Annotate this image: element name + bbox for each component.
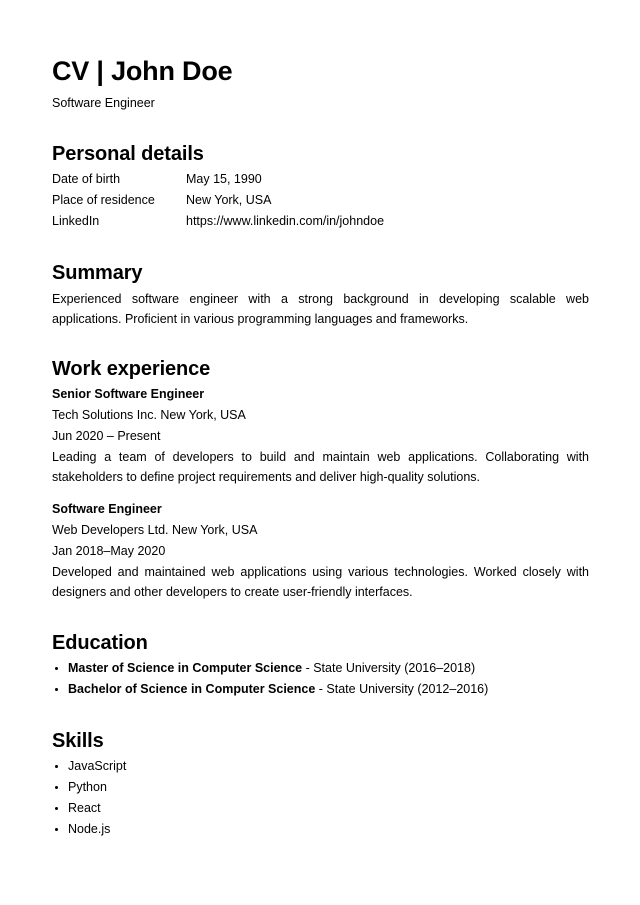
linkedin-link[interactable]: https://www.linkedin.com/in/johndoe (186, 214, 385, 228)
education-heading: Education (52, 632, 148, 654)
job-entry (52, 384, 589, 487)
skills-list (52, 756, 589, 840)
summary-heading: Summary (52, 262, 143, 284)
job-title: Senior Software Engineer (52, 387, 205, 401)
education-detail: - State University (2016–2018) (302, 661, 476, 675)
work-experience-section (52, 356, 589, 602)
education-detail: - State University (2012–2016) (315, 682, 489, 696)
detail-label: Date of birth (52, 172, 121, 186)
job-company: Web Developers Ltd. New York, USA (52, 523, 258, 537)
detail-value: May 15, 1990 (186, 172, 262, 186)
detail-row-linkedin (52, 211, 589, 232)
education-degree: Bachelor of Science in Computer Science (68, 682, 316, 696)
detail-row-place-of-residence (52, 190, 589, 211)
personal-details-section (52, 141, 589, 232)
page-subtitle: Software Engineer (52, 96, 155, 110)
skills-heading: Skills (52, 730, 104, 752)
job-period: Jan 2018–May 2020 (52, 544, 166, 558)
job-description: Developed and maintained web applications using various technologies. Worked closely with designers and other developers to create user-friendly interfaces. (52, 565, 589, 599)
detail-label: Place of residence (52, 193, 155, 207)
job-title: Software Engineer (52, 502, 162, 516)
skills-section (52, 728, 589, 840)
list-item (68, 679, 589, 700)
list-item: • React (68, 798, 589, 819)
summary-text: Experienced software engineer with a strong background in developing scalable web applications. Proficient in various programming languages and frameworks. (52, 292, 589, 326)
list-item: • Node.js (68, 819, 589, 840)
job-period: Jun 2020 – Present (52, 429, 161, 443)
list-item: • Python (68, 777, 589, 798)
job-entry (52, 499, 589, 602)
education-degree: Master of Science in Computer Science (68, 661, 303, 675)
page-title: CV | John Doe (52, 56, 233, 86)
education-section (52, 630, 589, 700)
job-description: Leading a team of developers to build and maintain web applications. Collaborating with stakeholders to define project requirements and deliver high-quality solutions. (52, 450, 589, 484)
list-item (68, 658, 589, 679)
detail-value: New York, USA (186, 193, 272, 207)
summary-section (52, 260, 589, 329)
list-item: • JavaScript (68, 756, 589, 777)
work-experience-heading: Work experience (52, 358, 211, 380)
personal-details-heading: Personal details (52, 143, 204, 165)
detail-row-date-of-birth (52, 169, 589, 190)
job-company: Tech Solutions Inc. New York, USA (52, 408, 246, 422)
detail-label: LinkedIn (52, 214, 100, 228)
education-list (52, 658, 589, 700)
